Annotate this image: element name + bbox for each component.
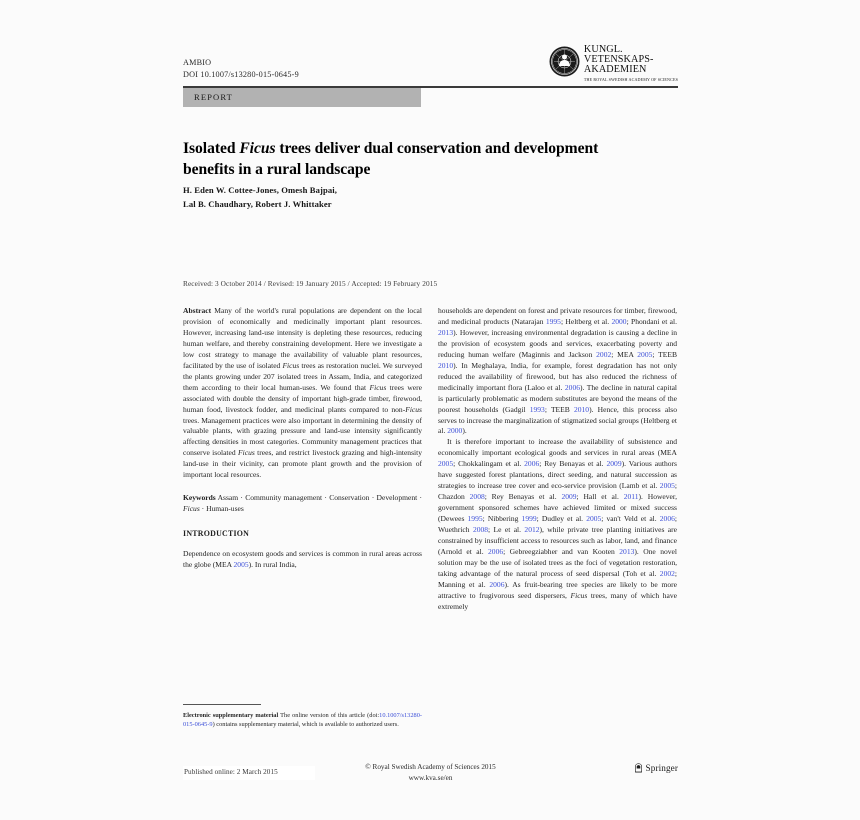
abstract-text-a: Many of the world's rural populations are dependent on the local provision of economically and medicinally important plant resources. However, increasing land-use intensity is depleting these resources, reducing human welfare, and thereby constraining development. Here we investigate a low cost strategy to manage the availability of valuable plant resources, facilitated by the use of isolated xyxy=(183,306,422,370)
supplementary-footnote xyxy=(183,704,422,730)
academy-logo-text xyxy=(584,45,678,82)
abstract-paragraph xyxy=(183,306,422,481)
footnote-label: Electronic supplementary material xyxy=(183,712,279,719)
abstract-text-c: trees were associated with double the density of important high-grade timber, firewood, human food, livestock fodder, and medicinal plants compared to non- xyxy=(183,382,422,414)
rc-p2-p: ). One novel solution may be the use of isolated trees as the foci of vegetation restoration, taking advantage of the natural process of seed dispersal (Toh et al. xyxy=(438,546,678,578)
journal-name: AMBIO xyxy=(183,58,212,67)
citation-link[interactable]: 1995 xyxy=(467,514,483,524)
keywords-label: Keywords xyxy=(183,493,216,503)
intro-text-b: ). In rural India, xyxy=(248,559,297,569)
abstract-text-b: trees as restoration nuclei. We surveyed the plants growing under 207 isolated trees in Assam, India, and categorized them according to their local human-uses. We found that xyxy=(183,360,422,392)
doi-line: DOI 10.1007/s13280-015-0645-9 xyxy=(183,70,299,80)
citation-link[interactable]: 2006 xyxy=(659,514,675,524)
keywords-ficus: Ficus xyxy=(183,504,200,514)
rc-p2-d: ). Various authors have suggested forest plantations, direct seeding, and natural succession as strategies to increase tree cover and eco-service provision (Lamb et al. xyxy=(438,459,677,491)
citation-link[interactable]: 2005 xyxy=(586,514,602,524)
logo-line-1: KUNGL. xyxy=(583,44,623,55)
rc-p1-e: ; MEA xyxy=(611,349,638,359)
springer-logo xyxy=(634,763,678,773)
abstract-ficus-1: Ficus xyxy=(282,360,300,370)
rc-p2-b: ; Chokkalingam et al. xyxy=(453,459,525,469)
rc-p2-a: It is therefore important to increase the availability of subsistence and economically important ecological goods and services in rural areas (MEA xyxy=(438,437,677,458)
rc-p2-o: ; Gebreegziabher and van Kooten xyxy=(503,546,620,556)
rc-p2-l: ; Wuethrich xyxy=(438,514,677,535)
rc-p2-f: ; Rey Benayas et al. xyxy=(484,492,562,502)
citation-link[interactable]: 2006 xyxy=(489,579,505,589)
abstract-ficus-2: Ficus xyxy=(369,382,387,392)
citation-link[interactable]: 2006 xyxy=(488,546,504,556)
citation-link[interactable]: 2013 xyxy=(438,327,454,337)
citation-link[interactable]: 2012 xyxy=(524,525,540,535)
rc-p1-c: ; Phondani et al. xyxy=(626,316,677,326)
citation-link[interactable]: 2008 xyxy=(472,525,489,535)
rc-p1-i: ; TEEB xyxy=(544,404,574,414)
citation-link[interactable]: 2011 xyxy=(623,492,639,502)
abstract-label: Abstract xyxy=(183,306,212,315)
rc-ficus-italic: Ficus xyxy=(570,590,588,600)
abstract-ficus-4: Ficus xyxy=(238,448,255,458)
right-paragraph-1 xyxy=(438,306,677,437)
citation-link[interactable]: 1999 xyxy=(521,514,537,524)
copyright-line: © Royal Swedish Academy of Sciences 2015 xyxy=(365,763,496,771)
rc-p2-k: ; van't Veld et al. xyxy=(601,514,660,524)
section-heading-introduction: INTRODUCTION xyxy=(183,529,250,539)
citation-link[interactable]: 2009 xyxy=(561,492,577,502)
footnote-text xyxy=(183,711,422,730)
rc-p2-g: ; Hall et al. xyxy=(576,492,624,502)
citation-link[interactable]: 2006 xyxy=(524,459,540,469)
rc-p2-c: ; Rey Benayas et al. xyxy=(539,459,607,469)
rc-p1-j: ). Hence, this process also serves to increase the marginalization of stigmatized social groups (Heltberg et al. xyxy=(438,404,677,436)
body-columns xyxy=(183,306,678,613)
rc-p2-h: ). However, government sponsored schemes have achieved limited or mixed success (Dewees xyxy=(438,492,677,524)
springer-knight-icon xyxy=(634,763,643,773)
logo-line-2: VETENSKAPS- xyxy=(583,54,654,66)
rc-p2-j: ; Dudley et al. xyxy=(536,514,587,524)
rc-p2-e: ; Chazdon xyxy=(438,481,677,502)
citation-link[interactable]: 2005 xyxy=(637,349,653,359)
rc-p2-q: ; Manning et al. xyxy=(438,568,677,589)
title-italic-ficus: Ficus xyxy=(239,140,276,158)
rc-p2-s: trees, many of which have extremely xyxy=(438,590,677,611)
keywords-text-b: · Human-uses xyxy=(199,504,244,514)
logo-subtitle: THE ROYAL SWEDISH ACADEMY OF SCIENCES xyxy=(583,77,678,83)
author-list xyxy=(183,184,603,212)
logo-line-3: AKADEMIEN xyxy=(583,64,647,76)
springer-wordmark: Springer xyxy=(645,763,678,773)
rc-p2-i: ; Nibbering xyxy=(482,514,522,524)
rc-p2-r: ). As fruit-bearing tree species are likely to be more attractive to frugivorous seed dispersers, xyxy=(438,579,677,600)
website-line[interactable]: www.kva.se/en xyxy=(408,774,453,783)
rc-p1-h: ). The decline in natural capital is particularly problematic as modern substitutes are beyond the means of the poorest households (Gadgil xyxy=(438,382,678,414)
page-header xyxy=(183,44,678,83)
citation-link[interactable]: 2000 xyxy=(611,316,627,326)
rc-p1-d: ). However, increasing environmental degradation is causing a decline in the provision of ecosystem goods and services, exacerbating poverty and reducing human welfare (Maginnis and Jackson xyxy=(438,327,677,359)
keywords-text-a: Assam · Community management · Conservation · Development · xyxy=(215,493,422,503)
rc-p1-k: ). xyxy=(462,426,467,436)
citation-link[interactable]: 2010 xyxy=(438,360,454,370)
citation-link[interactable]: 2005 xyxy=(233,559,249,569)
citation-link[interactable]: 2006 xyxy=(564,382,580,392)
citation-link[interactable]: 2002 xyxy=(659,568,675,578)
report-label: REPORT xyxy=(194,92,234,102)
rc-p1-a: households are dependent on forest and private resources for timber, firewood, and medicinal products (Natarajan xyxy=(438,306,677,326)
citation-link[interactable]: 2005 xyxy=(438,459,454,469)
page-title xyxy=(183,139,653,181)
page-footer xyxy=(183,762,678,784)
academy-logo xyxy=(549,45,678,82)
citation-link[interactable]: 1993 xyxy=(529,404,545,414)
author-line-1: H. Eden W. Cottee-Jones, Omesh Bajpai, xyxy=(183,185,337,195)
introduction-paragraph xyxy=(183,549,422,571)
right-paragraph-2 xyxy=(438,437,677,612)
page-content xyxy=(183,0,678,820)
title-part-1: Isolated xyxy=(183,140,240,158)
citation-link[interactable]: 2010 xyxy=(573,404,590,414)
abstract-text-d: trees. Management practices were also important in determining the density of valuable plants, with grazing pressure and land-use intensity significantly affecting densities in most categories. Community management practices that conserve isolated xyxy=(183,415,422,458)
right-column xyxy=(438,306,677,613)
article-dates: Received: 3 October 2014 / Revised: 19 January 2015 / Accepted: 19 February 2015 xyxy=(183,279,438,288)
rc-p1-b: ; Heltberg et al. xyxy=(560,316,612,326)
citation-link[interactable]: 2000 xyxy=(447,426,463,436)
citation-link[interactable]: 2013 xyxy=(619,546,635,556)
rc-p2-n: ), while private tree planting initiatives are constrained by insufficient access to resources such as labor, land, and finance (Arnold et al. xyxy=(438,525,677,556)
rc-p1-f: ; TEEB xyxy=(652,349,677,359)
citation-link[interactable]: 2005 xyxy=(659,481,675,491)
abstract-text-e: trees, and restrict livestock grazing and high-intensity land-use in their vicinity, can promote plant growth and the provision of important local resources. xyxy=(183,448,422,480)
citation-link[interactable]: 2002 xyxy=(596,349,612,359)
rc-p1-g: ). In Meghalaya, India, for example, forest degradation has not only reduced the availability of firewood, but has also reduced the richness of medicinally important flora (Laloo et al. xyxy=(438,360,677,392)
report-banner xyxy=(183,88,421,107)
rc-p2-m: ; Le et al. xyxy=(488,525,525,535)
citation-link[interactable]: 2009 xyxy=(606,459,622,469)
keywords-paragraph xyxy=(183,493,422,515)
author-line-2: Lal B. Chaudhary, Robert J. Whittaker xyxy=(183,198,332,209)
doi-link[interactable]: 10.1007/s13280-015-0645-9 xyxy=(183,712,422,729)
left-column xyxy=(183,306,422,613)
published-online-text: Published online: 2 March 2015 xyxy=(184,768,278,776)
footnote-text-b: ) contains supplementary material, which is available to authorized users. xyxy=(212,721,399,729)
footnote-text-a: The online version of this article (doi: xyxy=(278,712,380,719)
abstract-ficus-3: Ficus xyxy=(405,404,422,414)
citation-link[interactable]: 1995 xyxy=(545,316,561,326)
footnote-divider xyxy=(183,704,261,705)
intro-text-a: Dependence on ecosystem goods and services is common in rural areas across the globe (MEA xyxy=(183,548,422,569)
citation-link[interactable]: 2008 xyxy=(469,492,485,502)
academy-seal-icon xyxy=(549,46,580,77)
title-part-2: trees deliver dual conservation and development benefits in a rural landscape xyxy=(183,140,599,179)
